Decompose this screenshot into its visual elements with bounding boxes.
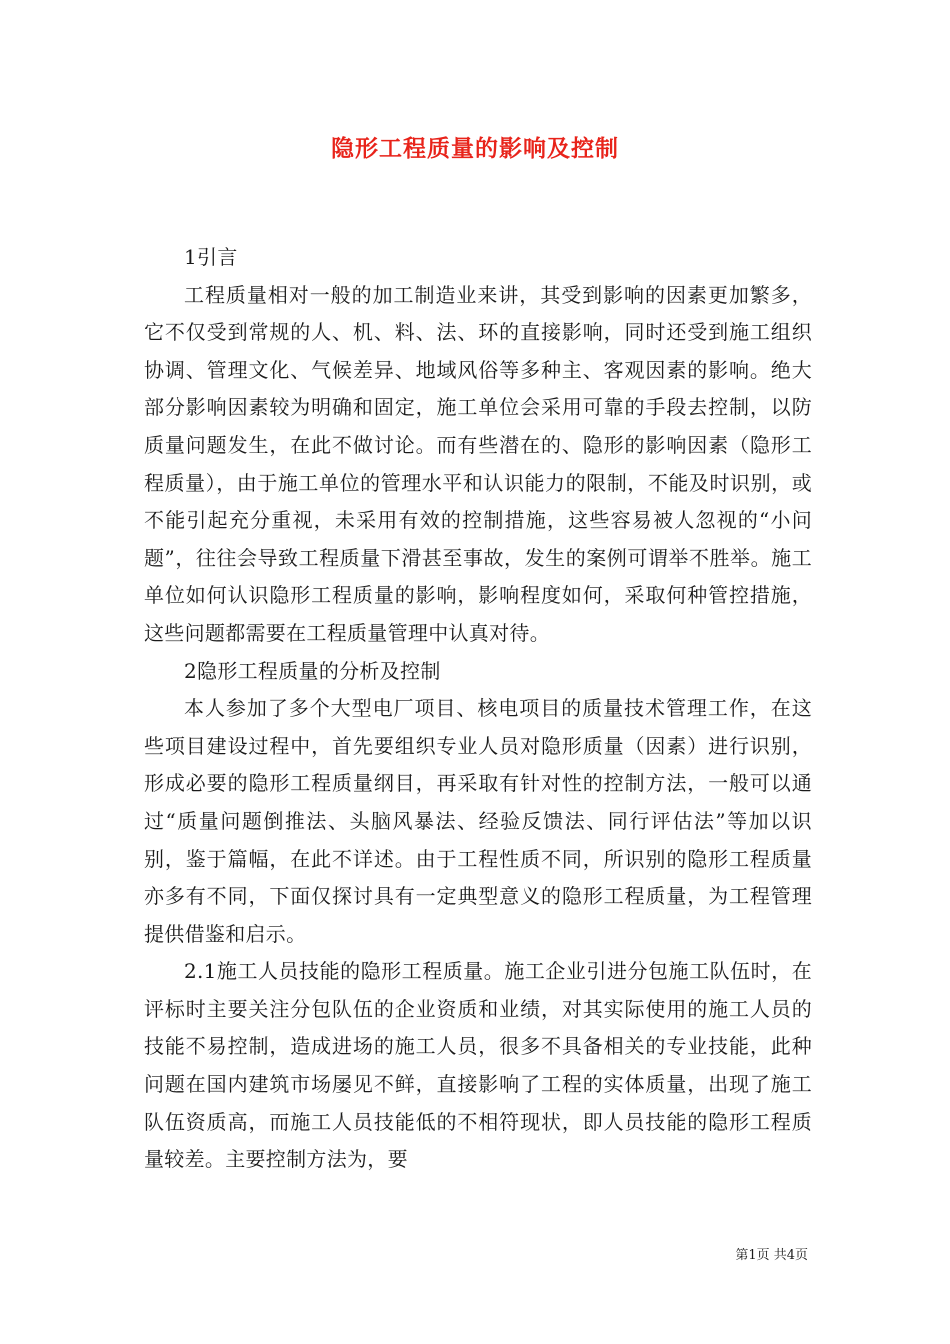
body-paragraph: 2.1施工人员技能的隐形工程质量。施工企业引进分包施工队伍时，在评标时主要关注分包队伍的企业资质和业绩，对其实际使用的施工人员的技能不易控制，造成进场的施工人员，很多不具备相关的专业技能，此种问题在国内建筑市场屡见不鲜，直接影响了工程的实体质量，出现了施工队伍资质高，而施工人员技能低的不相符现状，即人员技能的隐形工程质量较差。主要控制方法为，要 <box>144 959 812 1172</box>
body-paragraph: 工程质量相对一般的加工制造业来讲，其受到影响的因素更加繁多，它不仅受到常规的人、机、料、法、环的直接影响，同时还受到施工组织协调、管理文化、气候差异、地域风俗等多种主、客观因素的影响。绝大部分影响因素较为明确和固定，施工单位会采用可靠的手段去控制，以防质量问题发生，在此不做讨论。而有些潜在的、隐形的影响因素（隐形工程质量），由于施工单位的管理水平和认识能力的限制，不能及时识别，或不能引起充分重视，未采用有效的控制措施，这些容易被人忽视的“小问题”，往往会导致工程质量下滑甚至事故，发生的案例可谓举不胜举。施工单位如何认识隐形工程质量的影响，影响程度如何，采取何种管控措施，这些问题都需要在工程质量管理中认真对待。 <box>144 282 812 645</box>
section-heading-intro: 1引言 <box>184 245 238 269</box>
document-body <box>144 239 812 1179</box>
body-paragraph: 本人参加了多个大型电厂项目、核电项目的质量技术管理工作，在这些项目建设过程中，首先要组织专业人员对隐形质量（因素）进行识别，形成必要的隐形工程质量纲目，再采取有针对性的控制方法，一般可以通过“质量问题倒推法、头脑风暴法、经验反馈法、同行评估法”等加以识别，鉴于篇幅，在此不详述。由于工程性质不同，所识别的隐形工程质量亦多有不同，下面仅探讨具有一定典型意义的隐形工程质量，为工程管理提供借鉴和启示。 <box>144 696 812 946</box>
document-title: 隐形工程质量的影响及控制 <box>331 135 619 162</box>
section-heading-analysis: 2隐形工程质量的分析及控制 <box>184 658 441 683</box>
page-number-footer: 第1页 共4页 <box>735 1248 808 1263</box>
